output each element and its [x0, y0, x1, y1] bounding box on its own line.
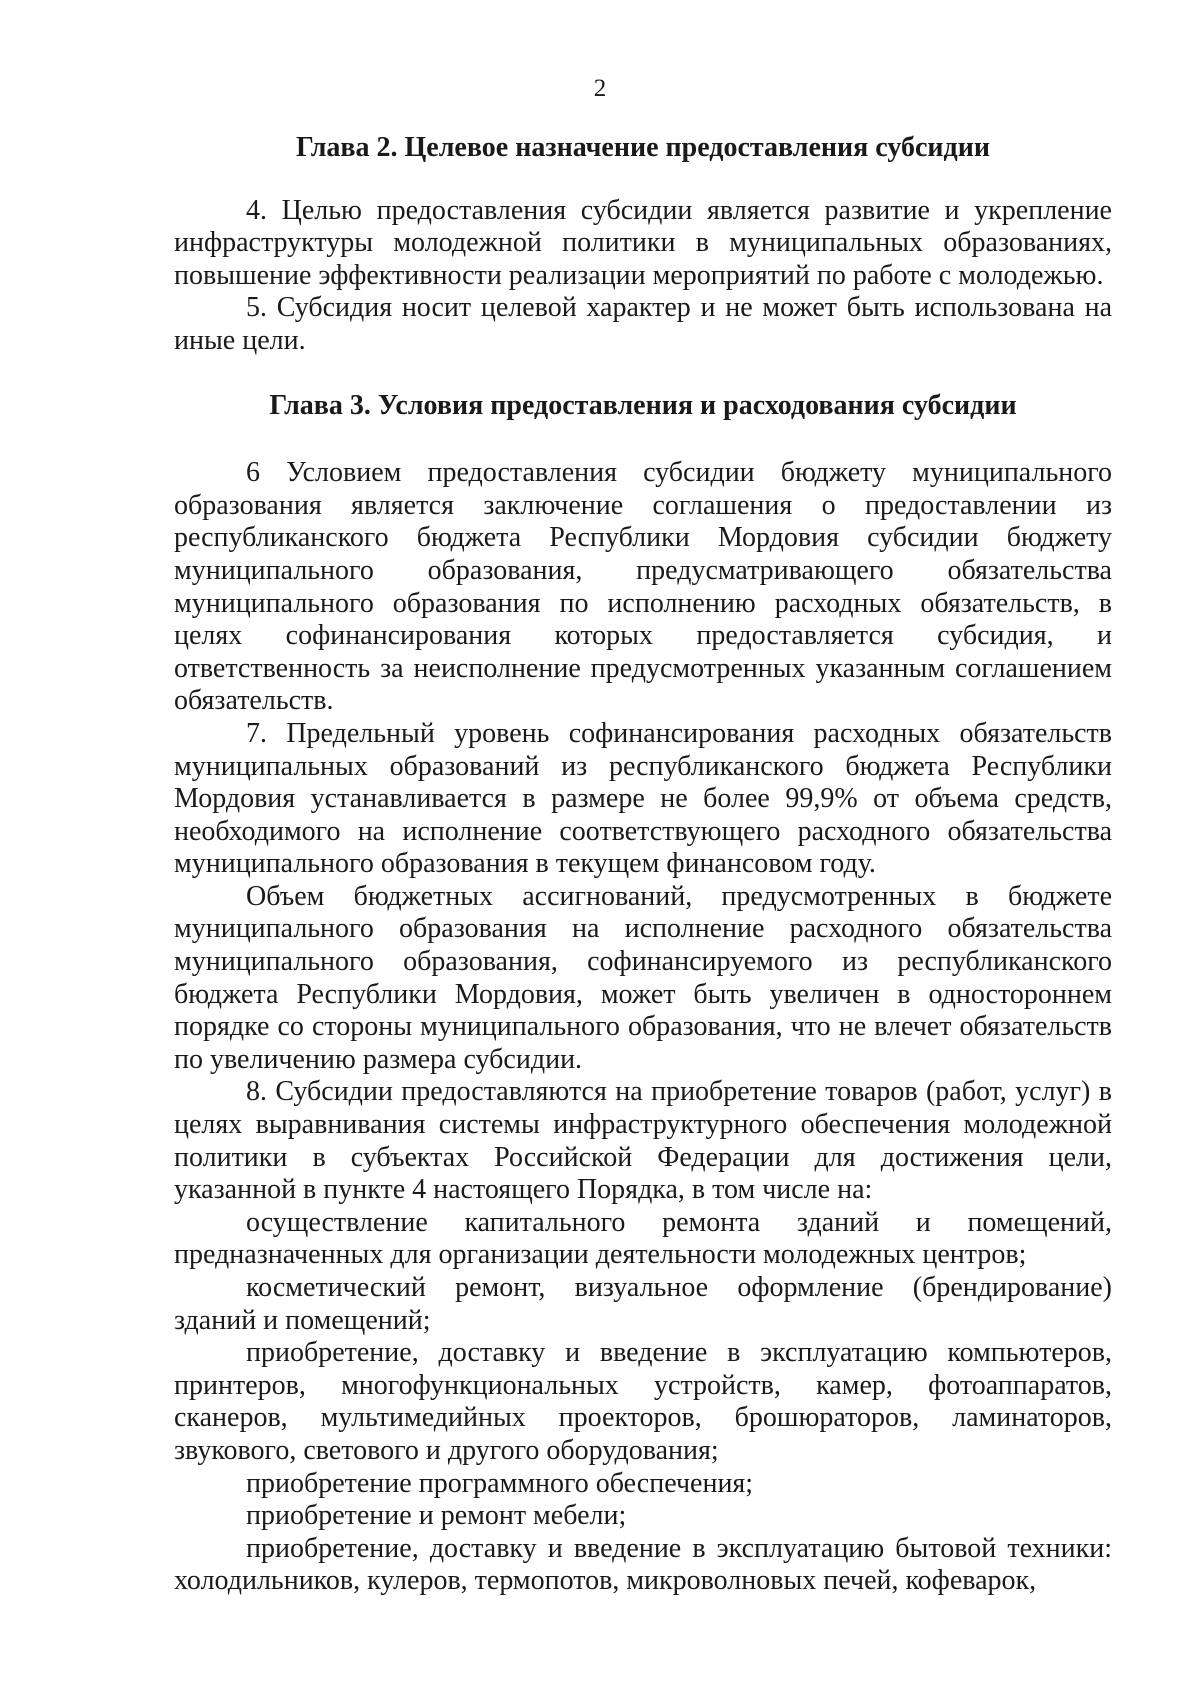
chapter-3-title: Глава 3. Условия предоставления и расходования субсидии	[269, 389, 1017, 421]
list-item-equipment: приобретение, доставку и введение в эксплуатацию компьютеров, принтеров, многофункциональных устройств, камер, фотоаппаратов, сканеров, мультимедийных проекторов, брошюраторов, ламинаторов, звукового, светового и другого оборудования;	[174, 1337, 1112, 1466]
chapter-2-title: Глава 2. Целевое назначение предоставления субсидии	[296, 132, 990, 163]
paragraph-7-budget-allocation: Объем бюджетных ассигнований, предусмотренных в бюджете муниципального образования на исполнение расходного обязательства муниципального образования, софинансируемого из республиканского бюджета Республики Мордовия, может быть увеличен в одностороннем порядке со стороны муниципального образования, что не влечет обязательств по увеличению размера субсидии.	[174, 880, 1112, 1075]
document-body	[174, 132, 1112, 1598]
list-item-furniture: приобретение и ремонт мебели;	[246, 1500, 627, 1532]
page-number: 2	[593, 75, 607, 102]
paragraph-6: 6 Условием предоставления субсидии бюджету муниципального образования является заключение соглашения о предоставлении из республиканского бюджета Республики Мордовия субсидии бюджету муниципального образования, предусматривающего обязательства муниципального образования по исполнению расходных обязательств, в целях софинансирования которых предоставляется субсидия, и ответственность за неисполнение предусмотренных указанным соглашением обязательств.	[174, 457, 1112, 717]
list-item-cosmetic-repair: косметический ремонт, визуальное оформление (брендирование) зданий и помещений;	[174, 1272, 1112, 1336]
paragraph-8: 8. Субсидии предоставляются на приобретение товаров (работ, услуг) в целях выравнивания системы инфраструктурного обеспечения молодежной политики в субъектах Российской Федерации для достижения цели, указанной в пункте 4 настоящего Порядка, в том числе на:	[174, 1076, 1112, 1206]
paragraph-5: 5. Субсидия носит целевой характер и не может быть использована на иные цели.	[174, 292, 1112, 356]
paragraph-7: 7. Предельный уровень софинансирования расходных обязательств муниципальных образований из республиканского бюджета Республики Мордовия устанавливается в размере не более 99,9% от объема средств, необходимого на исполнение соответствующего расходного обязательства муниципального образования в текущем финансовом году.	[174, 717, 1112, 880]
paragraph-4: 4. Целью предоставления субсидии является развитие и укрепление инфраструктуры молодежной политики в муниципальных образованиях, повышение эффективности реализации мероприятий по работе с молодежью.	[174, 194, 1112, 291]
list-item-capital-repair: осуществление капитального ремонта зданий и помещений, предназначенных для организации деятельности молодежных центров;	[174, 1206, 1112, 1271]
list-item-software: приобретение программного обеспечения;	[246, 1467, 754, 1499]
list-item-appliances: приобретение, доставку и введение в эксплуатацию бытовой техники: холодильников, кулеров, термопотов, микроволновых печей, кофеварок,	[174, 1532, 1112, 1597]
